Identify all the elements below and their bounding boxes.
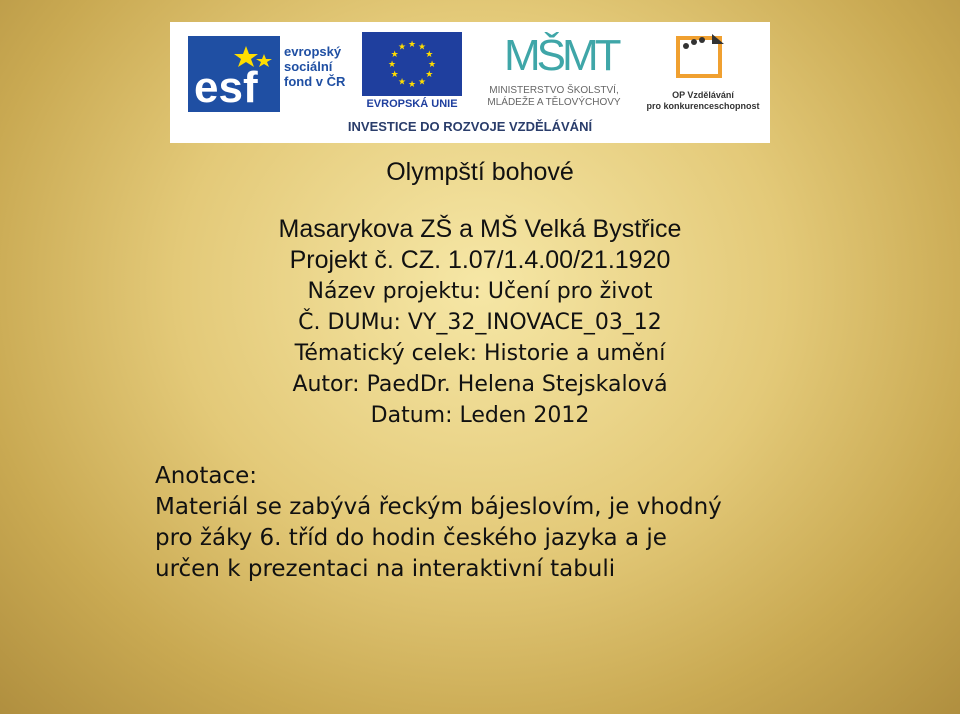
eu-star-icon: ★ (425, 50, 434, 60)
eu-label: EVROPSKÁ UNIE (366, 98, 458, 110)
esf-text: evropský sociální fond v ČR (284, 44, 346, 89)
eu-star-icon: ★ (397, 77, 407, 88)
info-project-number: Projekt č. CZ. 1.07/1.4.00/21.1920 (289, 246, 671, 274)
info-author: Autor: PaedDr. Helena Stejskalová (292, 372, 668, 397)
info-block (0, 214, 960, 431)
anotace-line: pro žáky 6. tříd do hodin českého jazyka a je (155, 525, 667, 551)
op-text: OP Vzdělávání pro konkurenceschopnost (646, 90, 760, 111)
info-date: Datum: Leden 2012 (370, 403, 590, 428)
eu-flag (362, 32, 462, 96)
info-school: Masarykova ZŠ a MŠ Velká Bystřice (278, 215, 682, 243)
msmt-mark: MŠMT (504, 31, 618, 80)
eu-logo (362, 32, 462, 114)
eu-star-icon: ★ (407, 40, 417, 50)
logo-banner (170, 22, 770, 143)
anotace-line: určen k prezentaci na interaktivní tabuli (155, 556, 616, 582)
anotace-block (155, 461, 915, 585)
eu-star-icon: ★ (427, 60, 437, 70)
eu-star-icon: ★ (390, 70, 399, 80)
msmt-text: MINISTERSTVO ŠKOLSTVÍ, MLÁDEŽE A TĚLOVÝCHOVY (487, 85, 621, 108)
anotace-line: Materiál se zabývá řeckým bájeslovím, je vhodný (155, 494, 722, 520)
page-title: Olympští bohové (386, 158, 574, 186)
esf-logo (188, 36, 348, 112)
eu-star-icon: ★ (417, 42, 427, 53)
eu-star-icon: ★ (397, 42, 407, 53)
eu-star-icon: ★ (417, 77, 427, 88)
svg-text:esf: esf (194, 63, 258, 112)
eu-star-icon: ★ (387, 60, 397, 70)
eu-star-icon: ★ (425, 70, 434, 80)
eu-star-icon: ★ (390, 50, 399, 60)
info-topic: Tématický celek: Historie a umění (294, 341, 666, 366)
anotace-heading: Anotace: (155, 463, 258, 489)
investice-text: INVESTICE DO ROZVOJE VZDĚLÁVÁNÍ (347, 119, 593, 134)
info-dum: Č. DUMu: VY_32_INOVACE_03_12 (298, 310, 662, 335)
op-mark (672, 30, 728, 84)
op-logo (642, 30, 764, 116)
msmt-logo (474, 30, 634, 116)
eu-star-icon: ★ (407, 80, 417, 90)
esf-mark (188, 36, 280, 112)
info-project-name: Název projektu: Učení pro život (307, 279, 653, 304)
